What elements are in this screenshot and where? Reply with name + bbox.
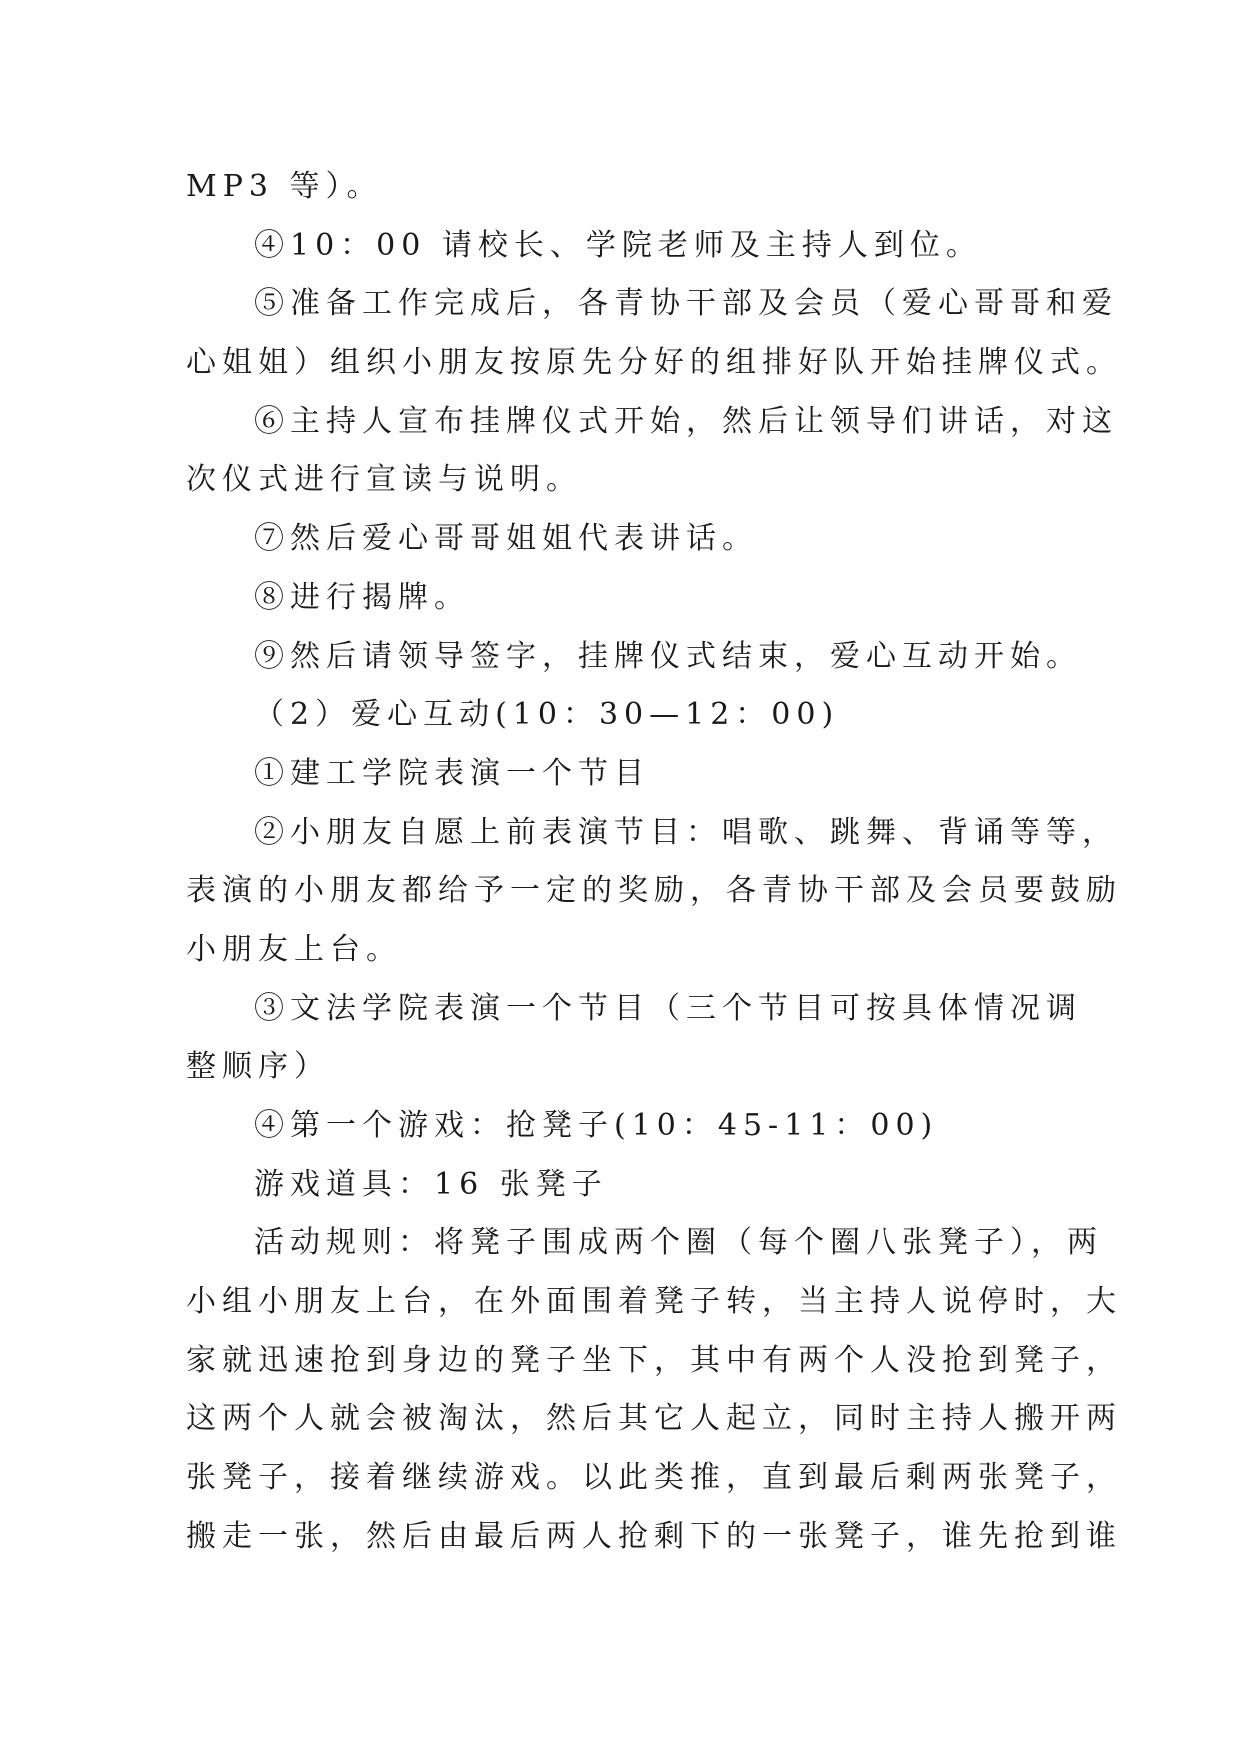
text-line: 家就迅速抢到身边的凳子坐下，其中有两个人没抢到凳子， — [186, 1342, 1122, 1378]
text-line: 搬走一张，然后由最后两人抢剩下的一张凳子，谁先抢到谁 — [186, 1518, 1122, 1554]
text-line: 小组小朋友上台，在外面围着凳子转，当主持人说停时，大 — [186, 1284, 1122, 1320]
text-line: 活动规则：将凳子围成两个圈（每个圈八张凳子），两 — [254, 1225, 1103, 1261]
text-line: 这两个人就会被淘汰，然后其它人起立，同时主持人搬开两 — [186, 1401, 1122, 1437]
text-line: 整顺序） — [186, 1049, 330, 1085]
text-line: MP3 等）。 — [186, 169, 383, 204]
text-line: （2）爱心互动(10：30—12：00) — [254, 697, 840, 733]
text-line: 张凳子，接着继续游戏。以此类推，直到最后剩两张凳子， — [186, 1460, 1122, 1496]
text-line: ①建工学院表演一个节目 — [254, 755, 650, 791]
text-line: 心姐姐）组织小朋友按原先分好的组排好队开始挂牌仪式。 — [186, 345, 1122, 381]
text-line: 游戏道具：16 张凳子 — [254, 1166, 608, 1202]
text-line: ⑧进行揭牌。 — [254, 579, 470, 615]
text-line: ⑦然后爱心哥哥姐姐代表讲话。 — [254, 521, 758, 557]
text-line: ⑨然后请领导签字，挂牌仪式结束，爱心互动开始。 — [254, 638, 1082, 674]
text-line: 次仪式进行宣读与说明。 — [186, 462, 582, 498]
text-line: ④第一个游戏：抢凳子(10：45-11：00) — [254, 1108, 939, 1143]
text-line: ④10：00 请校长、学院老师及主持人到位。 — [254, 227, 982, 263]
text-line: ⑤准备工作完成后，各青协干部及会员（爱心哥哥和爱 — [254, 286, 1118, 322]
text-line: ③文法学院表演一个节目（三个节目可按具体情况调 — [254, 990, 1082, 1026]
text-line: ⑥主持人宣布挂牌仪式开始，然后让领导们讲话，对这 — [254, 403, 1118, 439]
text-line: 表演的小朋友都给予一定的奖励，各青协干部及会员要鼓励 — [186, 873, 1122, 909]
text-line: ②小朋友自愿上前表演节目：唱歌、跳舞、背诵等等， — [254, 814, 1118, 850]
document-body — [186, 158, 1122, 1567]
text-line: 小朋友上台。 — [186, 931, 402, 967]
